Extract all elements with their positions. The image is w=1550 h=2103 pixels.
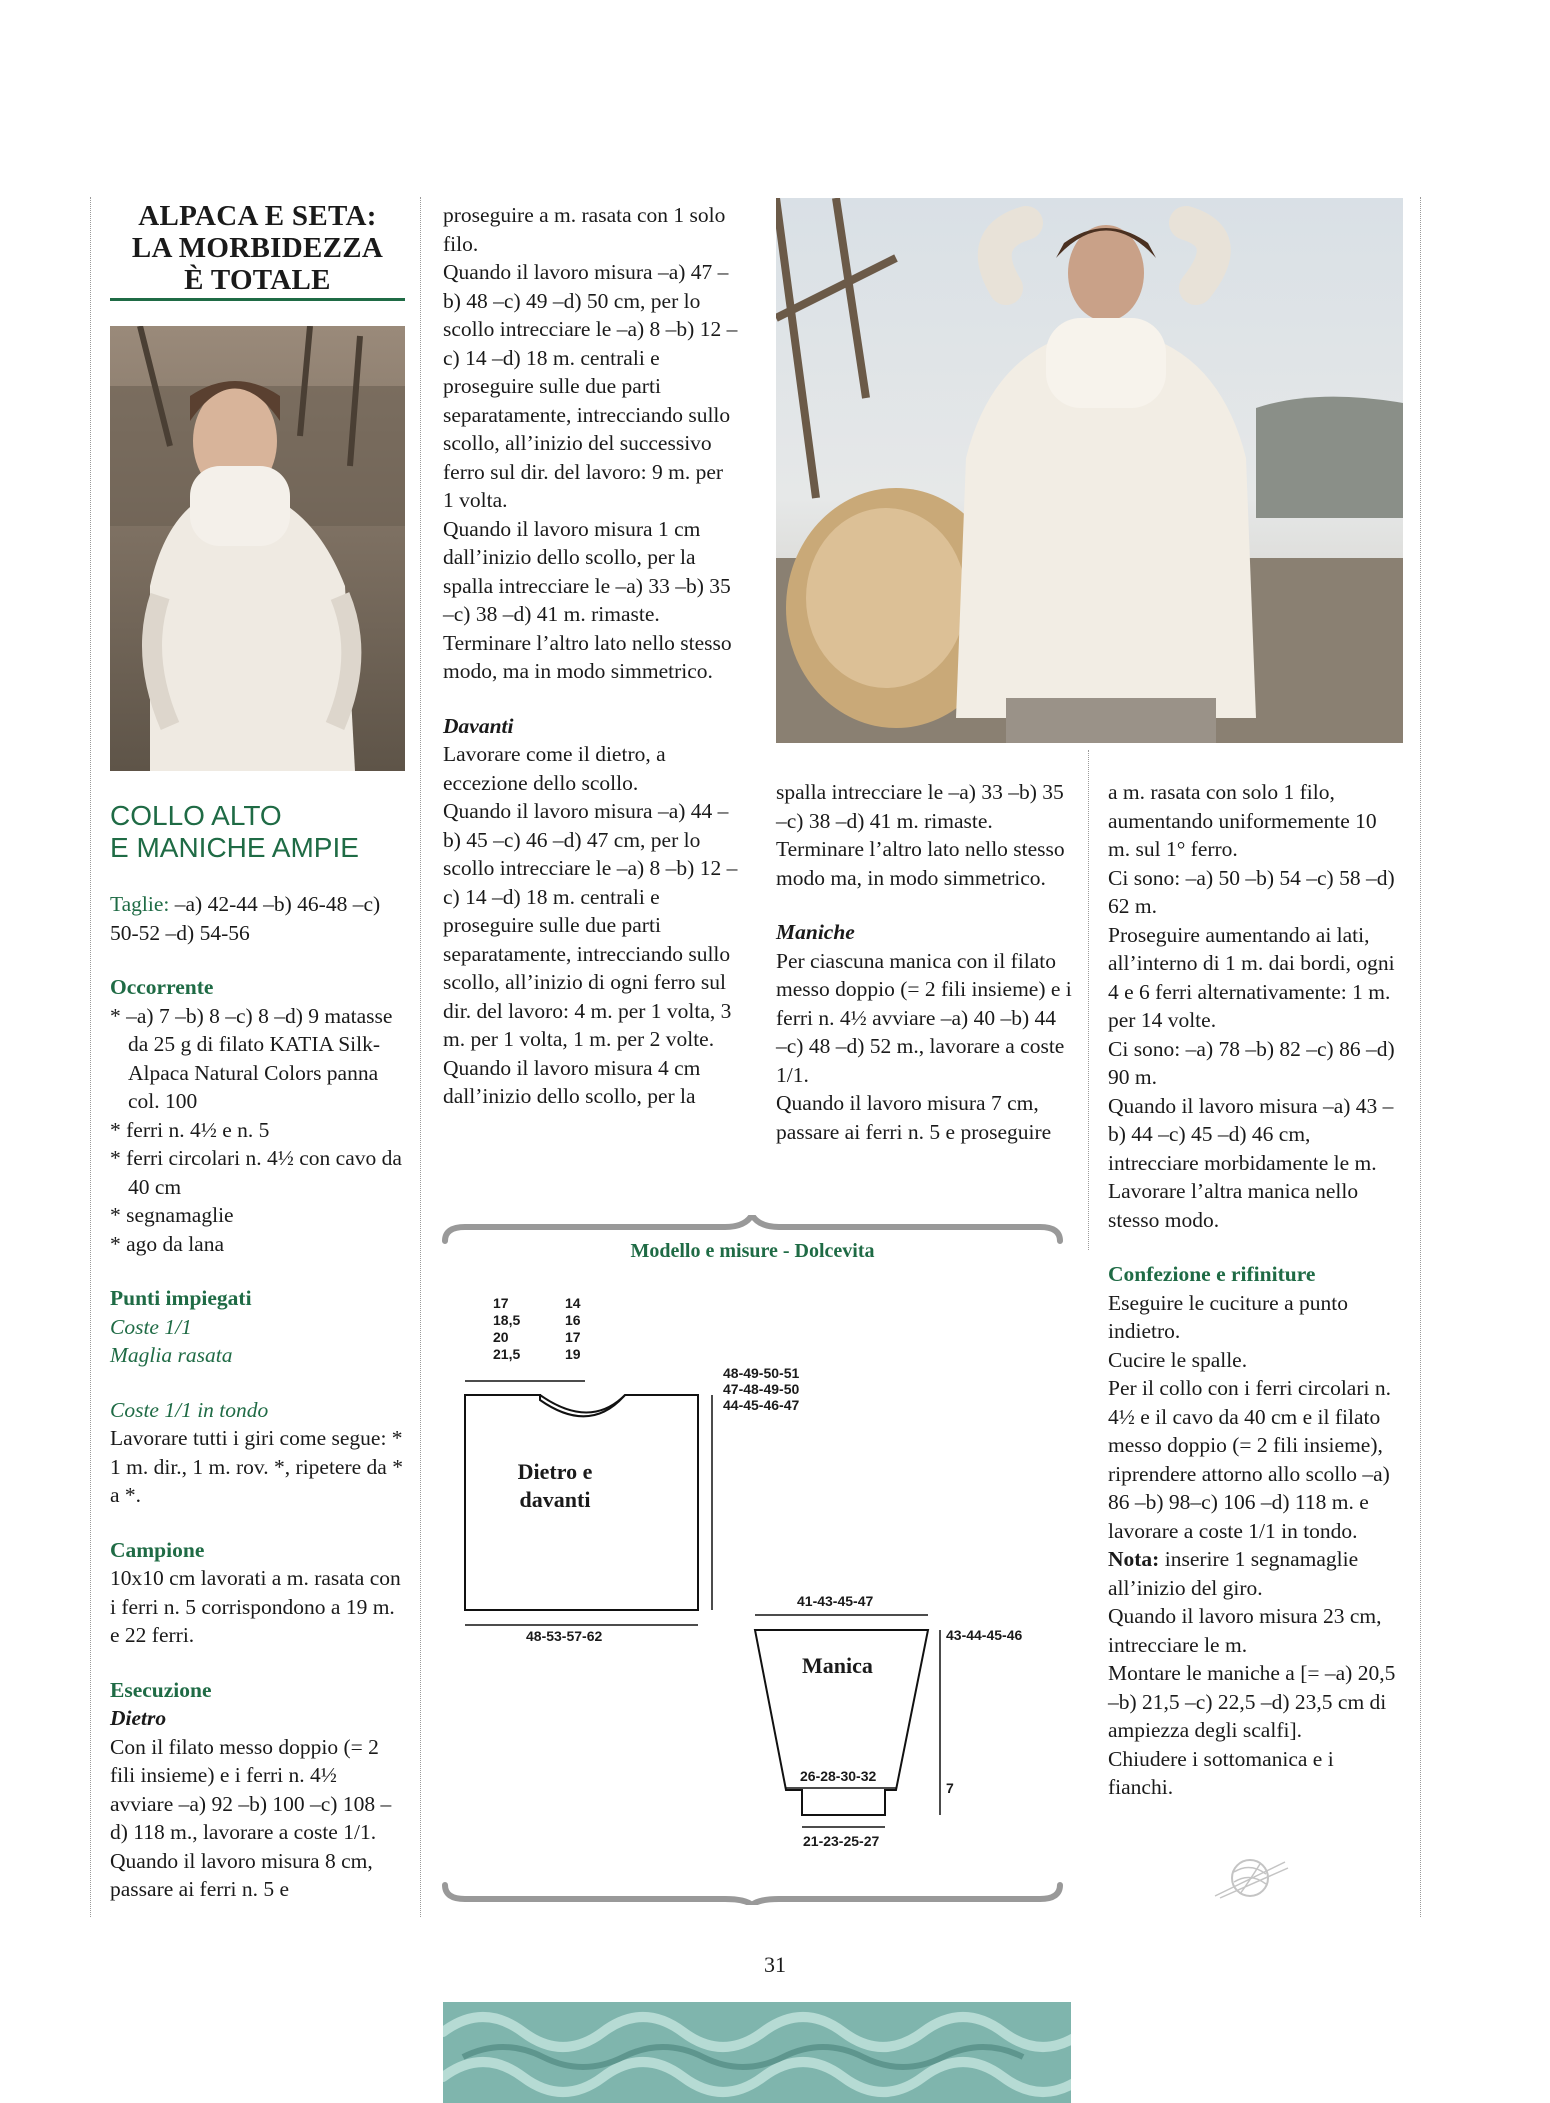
campione-text: 10x10 cm lavorati a m. rasata con i ferri n. 5 corrispondono a 19 m. e 22 ferri. — [110, 1566, 401, 1647]
maniche-heading: Maniche — [776, 920, 855, 944]
sleeve-mid-measure: 26-28-30-32 — [800, 1768, 877, 1784]
col2-para: Quando il lavoro misura 4 cm dall’inizio dello scollo, per la — [443, 1055, 701, 1108]
col4-para: Proseguire aumentando ai lati, all’interno di 1 m. dai bordi, ogni 4 e 6 ferri alternativamente: 1 m. per 14 volte. — [1108, 922, 1395, 1032]
column-rule — [90, 197, 91, 1917]
taglie: Taglie: –a) 42-44 –b) 46-48 –c) 50-52 –d) 54-56 — [110, 892, 381, 945]
col4-para: Montare le maniche a [= –a) 20,5 –b) 21,5 –c) 22,5 –d) 23,5 cm di ampiezza degli scalfi]. — [1108, 1661, 1396, 1742]
title-underline — [110, 298, 405, 301]
diagram-title: Modello e misure - Dolcevita — [630, 1240, 875, 1262]
model-photo-left — [110, 326, 405, 771]
shoulder-measures: 17 18,5 20 21,5 — [493, 1295, 521, 1362]
page-number: 31 — [764, 1952, 786, 1977]
col2-para: Quando il lavoro misura –a) 44 –b) 45 –c) 46 –d) 47 cm, per lo scollo intrecciare le –a) 8 –b) 12 –c) 14 –d) 18 m. centrali e proseguire sulle due parti separatamente, intrecciando sullo scollo, all’inizio di ogni ferro sul dir. del lavoro: 4 m. per 1 volta, 3 m. per 1 volta, 1 m. per 2 volte. — [443, 799, 738, 1051]
neck-measures: 14 16 17 19 — [565, 1295, 581, 1362]
col3-para: Quando il lavoro misura 7 cm, passare ai ferri n. 5 e proseguire — [776, 1091, 1052, 1144]
davanti-heading: Davanti — [443, 713, 514, 738]
col4-para: Ci sono: –a) 50 –b) 54 –c) 58 –d) 62 m. — [1108, 865, 1395, 918]
knit-texture-strip — [443, 2002, 1071, 2103]
col3-para: Terminare l’altro lato nello stesso modo ma, in modo simmetrico. — [776, 837, 1065, 890]
pattern-title: COLLO ALTO E MANICHE AMPIE — [110, 800, 359, 863]
pattern-column-2 — [443, 201, 739, 1111]
occorrente-item: * segnamaglie — [110, 1203, 234, 1227]
measurement-diagram — [440, 1215, 1065, 1905]
sleeve-top-measure: 41-43-45-47 — [797, 1593, 874, 1609]
col2-para: Quando il lavoro misura –a) 47 –b) 48 –c) 49 –d) 50 cm, per lo scollo intrecciare le –a) 8 –b) 12 –c) 14 –d) 18 m. centrali e proseguire sulle due parti separatamente, intrecciando sullo scollo, all’inizio del successivo ferro sul dir. del lavoro: 9 m. per 1 volta. — [443, 260, 738, 512]
cuff-width-measure: 21-23-25-27 — [803, 1833, 880, 1849]
punti-heading: Punti impiegati — [110, 1286, 252, 1310]
col3-para: Per ciascuna manica con il filato messo doppio (= 2 fili insieme) e i ferri n. 4½ avviare –a) 40 –b) 44 –c) 48 –d) 52 m., lavorare a coste 1/1. — [776, 948, 1072, 1087]
col4-para: Eseguire le cuciture a punto indietro. — [1108, 1290, 1348, 1343]
col2-para: proseguire a m. rasata con 1 solo filo. — [443, 203, 726, 256]
diagram-drawing — [440, 1215, 1065, 1905]
occorrente-item: * ago da lana — [110, 1231, 225, 1256]
bottom-bracket — [445, 1885, 1060, 1905]
dietro-heading: Dietro — [110, 1706, 167, 1730]
height-measures: 48-49-50-51 47-48-49-50 44-45-46-47 — [723, 1365, 800, 1413]
occorrente-heading: Occorrente — [110, 975, 214, 999]
model-photo-right — [776, 198, 1403, 743]
sleeve-length-measure: 43-44-45-46 — [946, 1627, 1023, 1643]
col4-para: Lavorare l’altra manica nello stesso modo. — [1108, 1179, 1359, 1232]
sleeve-label: Manica — [802, 1653, 873, 1678]
confezione-heading: Confezione e rifiniture — [1108, 1262, 1316, 1286]
punti-item: Coste 1/1 — [110, 1314, 192, 1339]
body-label: Dietro e davanti — [517, 1459, 593, 1512]
model-photo-left-image — [110, 326, 405, 771]
occorrente-item: * ferri n. 4½ e n. 5 — [110, 1117, 270, 1142]
knit-texture-image — [443, 2002, 1071, 2103]
col2-para: Terminare l’altro lato nello stesso modo, ma in modo simmetrico. — [443, 630, 732, 683]
col4-para: Quando il lavoro misura –a) 43 –b) 44 –c) 45 –d) 46 cm, intrecciare morbidamente le m. — [1108, 1093, 1394, 1175]
col4-para: Per il collo con i ferri circolari n. 4½ e il cavo da 40 cm e il filato messo doppio (= 2 fili insieme), riprendere attorno allo scollo –a) 86 –b) 98–c) 106 –d) 118 m. e lavorare a coste 1/1 in tondo. — [1108, 1376, 1391, 1543]
pattern-column-3 — [776, 778, 1072, 1146]
col4-para: a m. rasata con solo 1 filo, aumentando uniformemente 10 m. sul 1° ferro. — [1108, 780, 1377, 861]
yarn-ball-icon — [1210, 1852, 1290, 1900]
campione-heading: Campione — [110, 1537, 205, 1562]
col2-para: Lavorare come il dietro, a eccezione dello scollo. — [443, 742, 666, 795]
col4-para: Ci sono: –a) 78 –b) 82 –c) 86 –d) 90 m. — [1108, 1036, 1395, 1089]
column-rule — [420, 197, 421, 1917]
col4-para: Quando il lavoro misura 23 cm, intrecciare le m. — [1108, 1604, 1382, 1657]
column-rule — [1420, 197, 1421, 1917]
pattern-column-4 — [1108, 778, 1404, 1802]
punti-item: Maglia rasata — [110, 1343, 233, 1367]
pattern-column-1 — [110, 800, 405, 1904]
col4-para: Chiudere i sottomanica e i fianchi. — [1108, 1746, 1334, 1799]
model-photo-right-image — [776, 198, 1403, 743]
col4-para: Cucire le spalle. — [1108, 1347, 1248, 1372]
coste-tondo-text: Lavorare tutti i giri come segue: * 1 m. dir., 1 m. rov. *, ripetere da * a *. — [110, 1426, 403, 1507]
esecuzione-heading: Esecuzione — [110, 1677, 212, 1702]
page-title: ALPACA E SETA: LA MORBIDEZZA È TOTALE — [131, 200, 384, 296]
cuff-height-measure: 7 — [946, 1780, 954, 1796]
top-bracket — [445, 1215, 1060, 1241]
occorrente-item: * –a) 7 –b) 8 –c) 8 –d) 9 matasse da 25 g di filato KATIA Silk-Alpaca Natural Colors panna col. 100 — [110, 1003, 393, 1113]
occorrente-item: * ferri circolari n. 4½ con cavo da 40 cm — [110, 1146, 402, 1199]
width-bottom-measure: 48-53-57-62 — [526, 1628, 603, 1644]
nota: Nota: inserire 1 segnamaglie all’inizio del giro. — [1108, 1547, 1359, 1600]
col2-para: Quando il lavoro misura 1 cm dall’inizio dello scollo, per la spalla intrecciare le –a) 33 –b) 35 –c) 38 –d) 41 m. rimaste. — [443, 516, 731, 626]
dietro-text: Con il filato messo doppio (= 2 fili insieme) e i ferri n. 4½ avviare –a) 92 –b) 100 –c) 108 –d) 118 m., lavorare a coste 1/1. Quando il lavoro misura 8 cm, passare ai ferri n. 5 e — [110, 1734, 392, 1901]
col3-para: spalla intrecciare le –a) 33 –b) 35 –c) 38 –d) 41 m. rimaste. — [776, 780, 1064, 833]
coste-tondo-heading: Coste 1/1 in tondo — [110, 1397, 269, 1422]
column-rule — [1088, 750, 1089, 1250]
